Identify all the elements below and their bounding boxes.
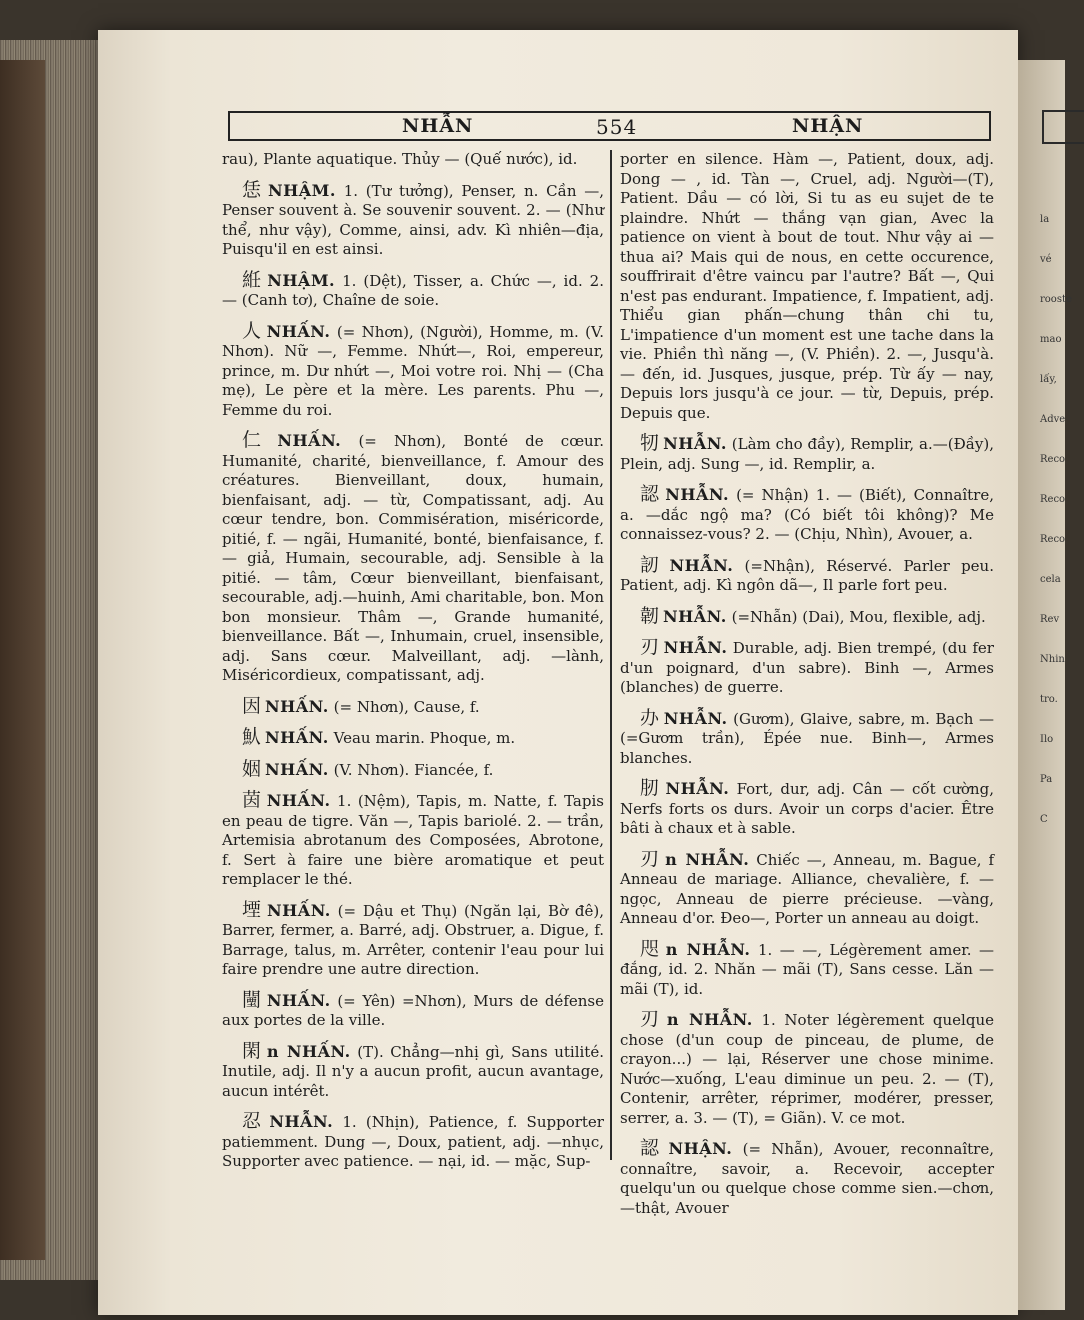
dictionary-entry	[222, 757, 604, 781]
entry-chinese-character: 肕	[640, 777, 662, 799]
dictionary-entry	[222, 988, 604, 1031]
entry-chinese-character: 因	[242, 694, 262, 717]
dictionary-entry	[620, 434, 994, 474]
entry-chinese-character: 人	[242, 319, 263, 342]
entry-headword: NHẪN.	[665, 485, 730, 504]
dictionary-entry	[222, 268, 604, 311]
entry-definition: 1. — —, Légèrement amer. — đắng, id. 2. Nhăn — mãi (T), Sans cesse. Lăn — mãi (T), id.	[620, 940, 994, 998]
entry-headword: NHẤN.	[265, 696, 329, 716]
dictionary-entry	[222, 791, 604, 890]
dictionary-entry	[620, 638, 994, 698]
entry-headword: NHẤN.	[266, 990, 331, 1010]
entry-definition: 1. (Tư tưởng), Penser, n. Cần —, Penser souvent à. Se souvenir souvent. 2. — (Như thể, như vậy), Comme, ainsi, adv. Kì nhiên—địa, Puisqu'il en est ainsi.	[222, 181, 604, 258]
entry-definition: (= Nhơn), Cause, f.	[333, 697, 480, 716]
entry-chinese-character: 忍	[242, 1110, 266, 1132]
entry-headword: NHẬN.	[668, 1139, 733, 1158]
facing-page-header-box	[1042, 110, 1084, 144]
entry-chinese-character: 魜	[242, 726, 262, 748]
entry-definition: Veau marin. Phoque, m.	[333, 729, 516, 747]
page-number: 554	[596, 115, 638, 139]
dictionary-entry	[222, 1112, 604, 1172]
entry-chinese-character: 恁	[242, 178, 264, 201]
entry-definition: Chiếc —, Anneau, m. Bague, f Anneau de mariage. Alliance, chevalière, f. — ngọc, Anneau de pierre précieuse. —vàng, Anneau d'or. Đeo—, Porter un anneau au doigt.	[620, 850, 994, 927]
entry-chinese-character: 闉	[242, 988, 263, 1011]
entry-chinese-character: 韌	[640, 604, 660, 627]
entry-definition: 1. (Nhịn), Patience, f. Supporter patiemment. Dung —, Doux, patient, adj. —nhục, Supporter avec patience. — nại, id. — mặc, Sup-	[222, 1113, 604, 1170]
entry-headword: NHẪN.	[663, 708, 728, 728]
dictionary-entry	[222, 694, 604, 718]
dictionary-entry	[222, 728, 604, 749]
entry-headword: NHẬM.	[268, 180, 336, 200]
entry-headword: n NHẪN.	[666, 1010, 753, 1029]
entry-definition: (= Nhơn), Bonté de cœur. Humanité, charité, bienveillance, f. Amour des créatures. Bienveillant, doux, humain, bienfaisant, adj. — từ, Compatissant, adj. Au cœur tendre, bon. Commisération, miséricorde, pitié, f. — ngãi, Humanité, bonté, bienfaisance, f. — giả, Humain, secourable, adj. Sensible à la pitié. — tâm, Cœur bienveillant, bienfaisant, secourable, adj.—huinh, Ami charitable, bon. Mon bon monsieur. Thâm —, Grande humanité, bienveillance. Bất —, Inhumain, cruel, insensible, adj. Sans cœur. Malveillant, adj. —lành, Miséricordieux, compatissant, adj.	[222, 432, 604, 684]
entry-chinese-character: 閑	[242, 1039, 263, 1062]
entry-chinese-character: 仁	[242, 429, 274, 451]
entry-definition: Durable, adj. Bien trempé, (du fer d'un poignard, d'un sabre). Binh —, Armes (blanches) de guerre.	[620, 639, 994, 696]
entry-chinese-character: 茵	[242, 789, 263, 811]
entry-chinese-character: 刃	[640, 847, 662, 870]
entry-definition: rau), Plante aquatique. Thủy — (Quế nước), id.	[222, 150, 578, 168]
dictionary-entry	[620, 604, 994, 628]
entry-chinese-character: 認	[640, 483, 662, 505]
entry-headword: NHẤN.	[265, 759, 329, 779]
entry-definition: (=Nhận), Réservé. Parler peu. Patient, adj. Kì ngôn dã—, Il parle fort peu.	[620, 556, 994, 594]
entry-chinese-character: 訒	[640, 553, 666, 576]
dictionary-entry	[222, 898, 604, 980]
entry-headword: NHẬM.	[267, 270, 336, 290]
column-divider	[610, 150, 612, 1160]
entry-chinese-character: 办	[640, 706, 660, 729]
entry-headword: n NHẪN.	[665, 849, 750, 869]
entry-definition: (= Yên) =Nhơn), Murs de défense aux portes de la ville.	[222, 991, 604, 1029]
entry-headword: NHẪN.	[269, 1112, 334, 1131]
entry-headword: NHẤN.	[267, 900, 331, 920]
entry-definition: 1. Noter légèrement quelque chose (d'un coup de pinceau, de plume, de crayon...) — lại, Réserver une chose minime. Nước—xuống, L'eau diminue un peu. 2. — (T), Contenir, arrêter, réprimer, modérer, presser, serrer, a. 3. — (T), = Giãn). V. ce mot.	[620, 1011, 994, 1127]
entry-definition: (= Dậu et Thụ) (Ngăn lại, Bờ đê), Barrer, fermer, a. Barré, adj. Obstruer, a. Digue, f. Barrage, talus, m. Arrêter, contenir l'eau pour lui faire prendre une autre direction.	[222, 901, 604, 978]
entry-definition: (=Nhẫn) (Dai), Mou, flexible, adj.	[731, 607, 986, 626]
facing-page-text: la vé rooste mao lấy, Adve Reco Reco Reco cela Rev Nhin tro. Ilo Pa C	[1040, 214, 1072, 825]
entry-chinese-character: 刃	[640, 636, 660, 658]
entry-definition: (T). Chẳng—nhị gì, Sans utilité. Inutile, adj. Il n'y a aucun profit, aucun avantage, aucun intérêt.	[222, 1042, 604, 1100]
dictionary-entry	[222, 178, 604, 260]
header-right-guideword: NHẬN	[792, 115, 864, 137]
entry-definition: 1. (Nệm), Tapis, m. Natte, f. Tapis en peau de tigre. Văn —, Tapis bariolé. 2. — trần, Artemisia abrotanum des Composées, Abrotone, f. Sert à faire une bière aromatique et peut remplacer le thé.	[222, 792, 604, 888]
entry-definition: 1. (Dệt), Tisser, a. Chức —, id. 2. — (Canh tơ), Chaîne de soie.	[222, 271, 604, 309]
dictionary-entry	[222, 150, 604, 170]
entry-chinese-character: 咫	[640, 937, 662, 960]
entry-definition: (= Nhận) 1. — (Biết), Connaître, a. —dắc ngộ ma? (Có biết tôi không)? Me connaissez-vous? 2. — (Chịu, Nhìn), Avouer, a.	[620, 486, 994, 543]
entry-headword: NHẪN.	[669, 555, 734, 575]
entry-chinese-character: 認	[640, 1137, 665, 1159]
left-column	[222, 150, 604, 1183]
entry-headword: n NHẤN.	[266, 1041, 351, 1061]
right-column	[620, 150, 994, 1229]
entry-definition: porter en silence. Hàm —, Patient, doux, adj. Dong — , id. Tàn —, Cruel, adj. Người—(T), Patient. Dầu — có lời, Si tu as eu sujet de te plaindre. Nhứt — thắng vạn gian, Avec la patience on vient à bout de tout. Như vậy ai — thua ai? Mais qui de nous, en cette occurence, souffrirait d'être vaincu par l'autre? Bất —, Qui n'est pas endurant. Impatience, f. Impatient, adj. Thiểu gian phấn—chung thân chi tu, L'impatience d'un moment est une tache dans la vie. Phiền thì năng —, (V. Phiền). 2. —, Jusqu'à. — đến, id. Jusques, jusque, prép. Từ ấy — nay, Depuis lors jusqu'à ce jour. — từ, Depuis, prép. Depuis que.	[620, 150, 994, 422]
entry-definition: (= Nhẫn), Avouer, reconnaître, connaître, savoir, a. Recevoir, accepter quelqu'un ou quelque chose comme sien.—chơn,—thật, Avouer	[620, 1140, 994, 1217]
entry-definition: (= Nhơn), (Người), Homme, m. (V. Nhơn). Nữ —, Femme. Nhứt—, Roi, empereur, prince, m. Dư nhứt —, Moi votre roi. Nhị — (Cha mẹ), Le père et la mère. Les parents. Phu —, Femme du roi.	[222, 322, 604, 419]
dictionary-entry	[620, 553, 994, 596]
page-header	[228, 111, 991, 141]
dictionary-entry	[222, 1039, 604, 1102]
entry-headword: NHẪN.	[665, 779, 730, 798]
entry-chinese-character: 絍	[242, 268, 264, 291]
dictionary-entry	[222, 319, 604, 421]
entry-headword: n NHẪN.	[665, 939, 751, 959]
entry-chinese-character: 姻	[242, 757, 262, 780]
entry-chinese-character: 牣	[640, 432, 660, 454]
entry-headword: NHẤN.	[277, 431, 342, 450]
entry-headword: NHẤN.	[266, 791, 331, 810]
entry-headword: NHẤN.	[266, 321, 331, 341]
book-cover	[0, 60, 45, 1260]
entry-definition: (Gươm), Glaive, sabre, m. Bạch — (=Gươm trần), Épée nue. Binh—, Armes blanches.	[620, 709, 994, 767]
dictionary-entry	[620, 150, 994, 423]
entry-chinese-character: 刃	[640, 1008, 663, 1030]
dictionary-entry	[620, 706, 994, 769]
dictionary-entry	[620, 1010, 994, 1128]
dictionary-entry	[620, 847, 994, 929]
entry-definition: (V. Nhơn). Fiancée, f.	[333, 760, 494, 779]
dictionary-entry	[620, 485, 994, 545]
dictionary-entry	[222, 431, 604, 686]
entry-definition: (Làm cho đầy), Remplir, a.—(Đầy), Plein, adj. Sung —, id. Remplir, a.	[620, 435, 994, 473]
entry-chinese-character: 堙	[242, 898, 264, 921]
entry-headword: NHẪN.	[663, 434, 727, 453]
dictionary-entry	[620, 1139, 994, 1218]
entry-headword: NHẤN.	[265, 728, 329, 747]
entry-definition: Fort, dur, adj. Cân — cốt cường, Nerfs forts os durs. Avoir un corps d'acier. Être bâti à chaux et à sable.	[620, 780, 994, 837]
facing-page	[1018, 60, 1072, 1310]
dictionary-entry	[620, 779, 994, 839]
entry-headword: NHẪN.	[663, 606, 727, 626]
entry-headword: NHẪN.	[663, 638, 728, 657]
header-left-guideword: NHẪN	[402, 115, 474, 137]
dictionary-entry	[620, 937, 994, 1000]
